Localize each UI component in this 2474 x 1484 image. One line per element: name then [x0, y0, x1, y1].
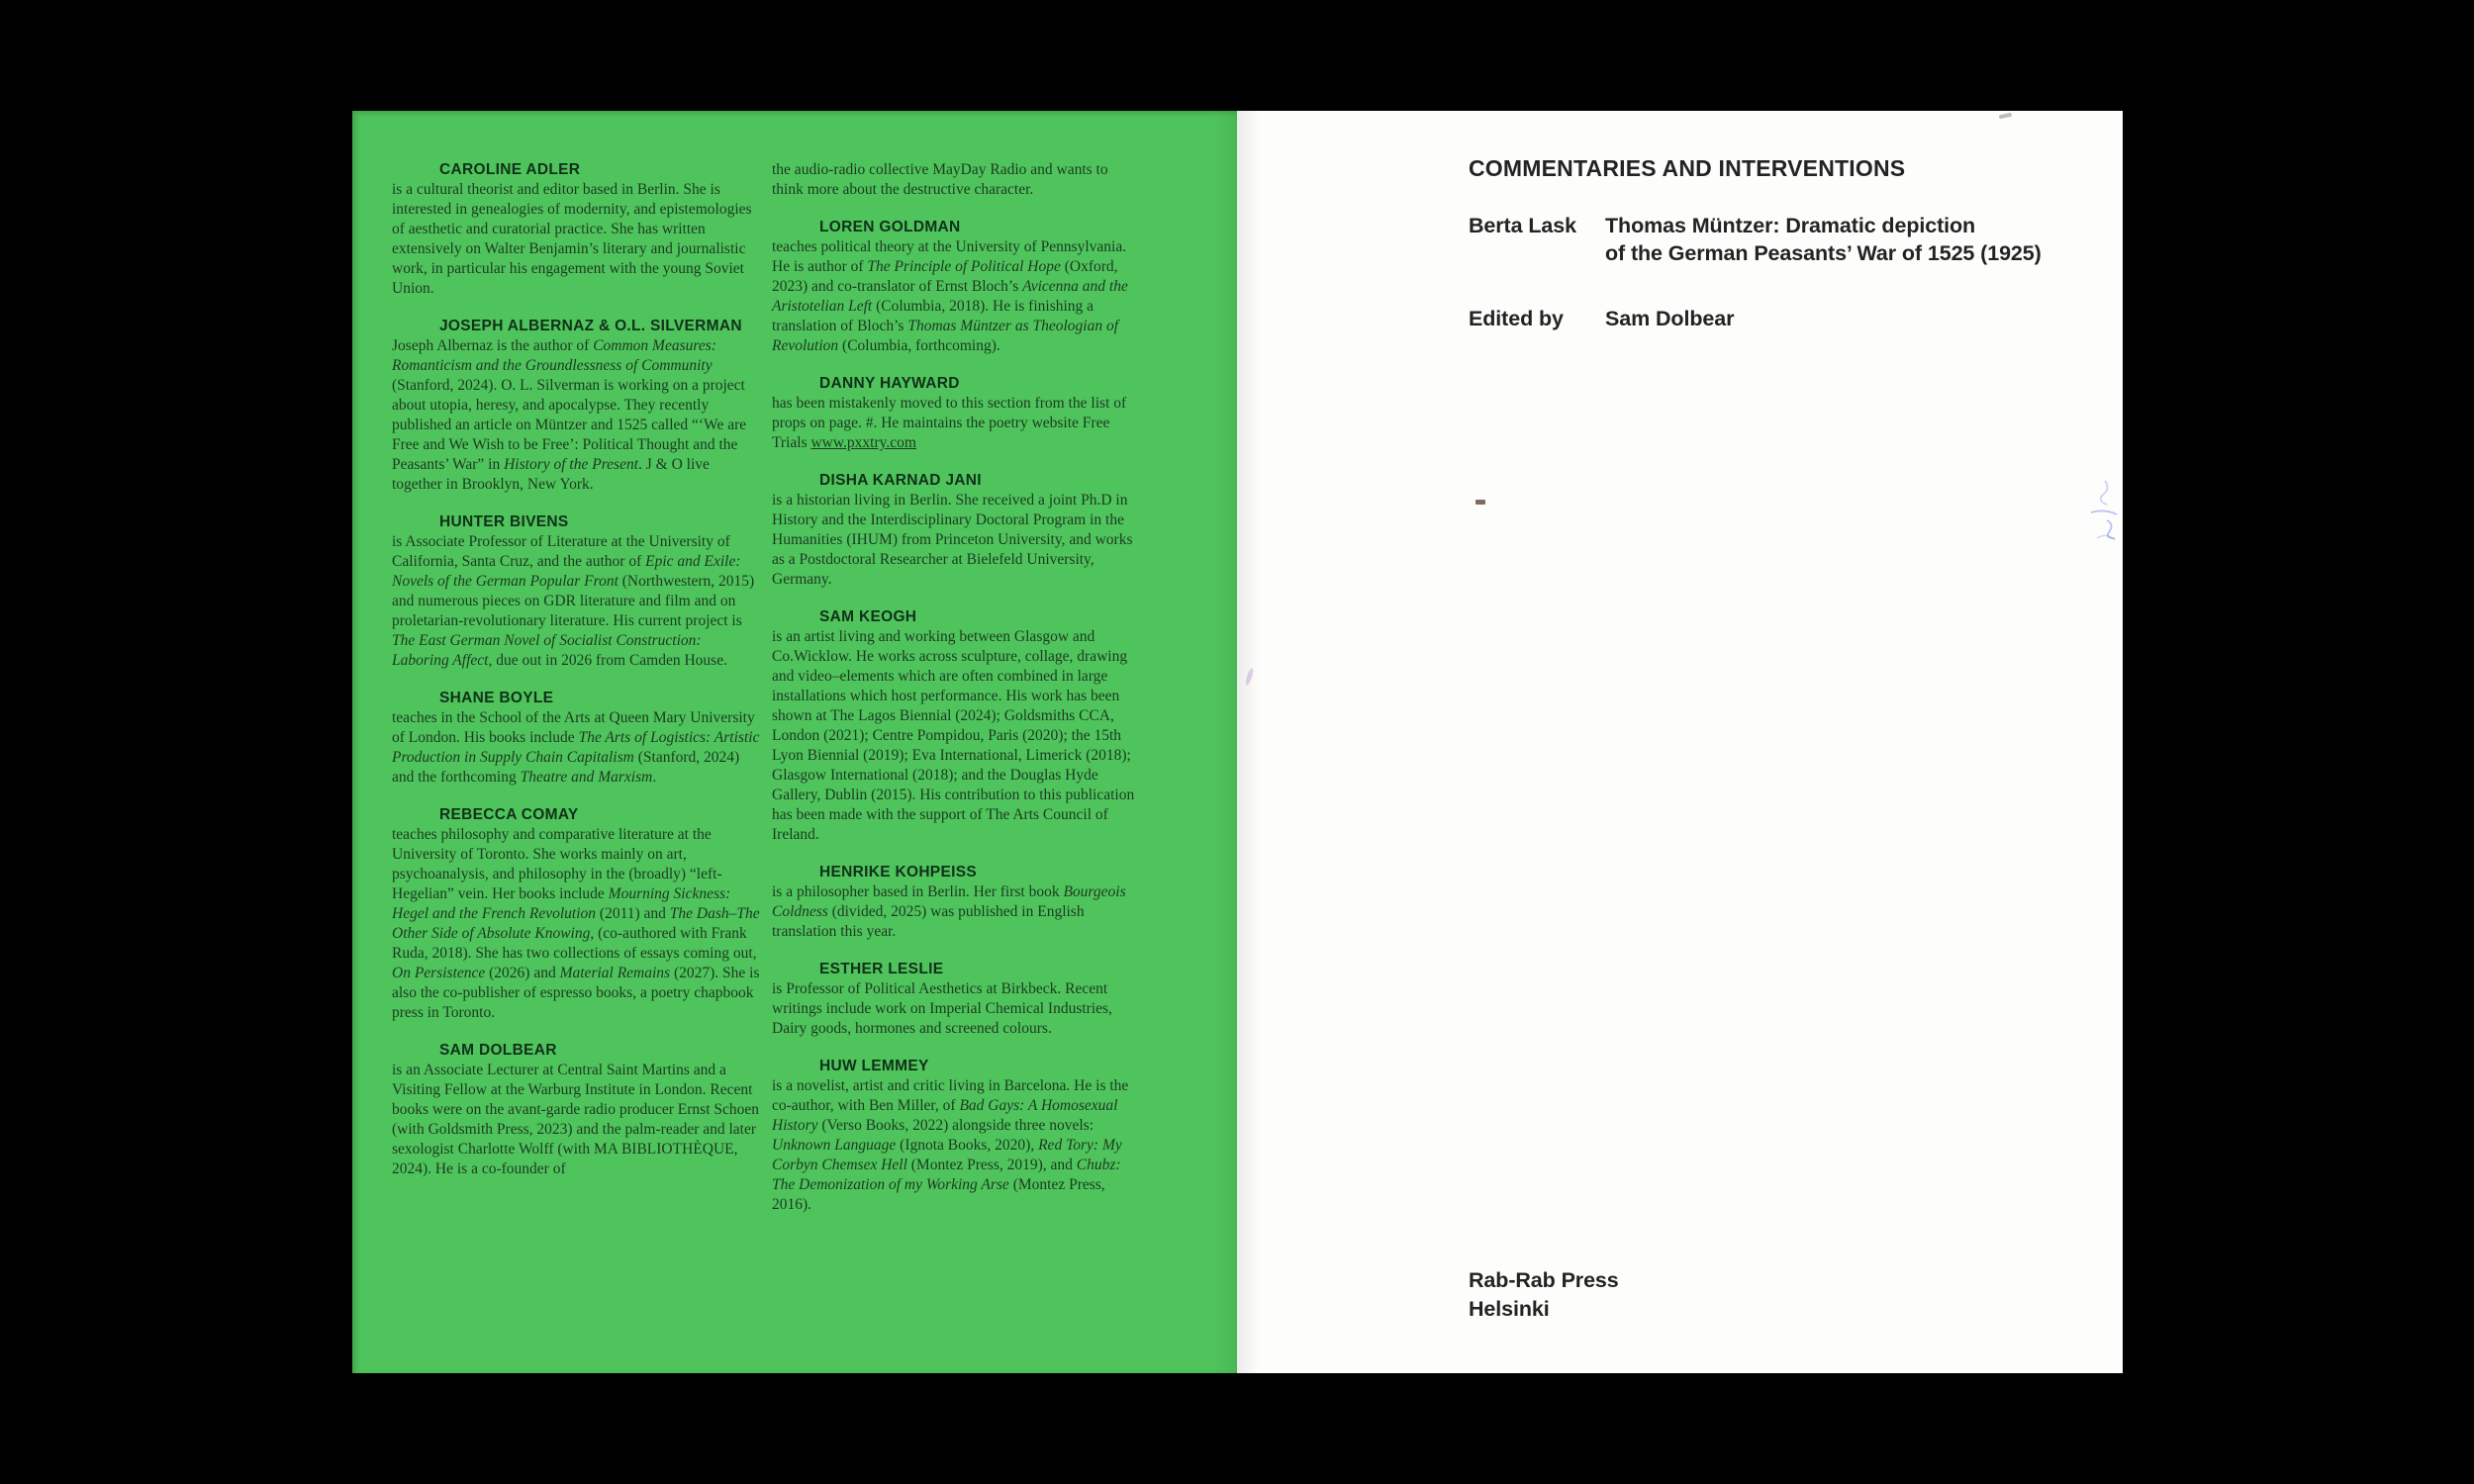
bio-section [392, 160, 762, 299]
bio-section [772, 471, 1142, 590]
bio-section [392, 1041, 762, 1179]
contributor-name-heading: HUW LEMMEY [819, 1058, 929, 1074]
contributor-name-heading: JOSEPH ALBERNAZ & O.L. SILVERMAN [439, 318, 742, 334]
bio-section [772, 374, 1142, 453]
contributor-bio-text: is a cultural theorist and editor based in Berlin. She is interested in genealogies of modernity, and epistemologies of aesthetic and curatorial practice. She has written extensively on Walter Benjamin’s literary and journalistic work, in particular his engagement with the young Soviet Union. [392, 181, 752, 297]
bio-section [772, 863, 1142, 942]
contributor-name-heading: HENRIKE KOHPEISS [819, 864, 977, 881]
contributor-bio-text: is Associate Professor of Literature at the University of California, Santa Cruz, and the author of Epic and Exile: Novels of the German Popular Front (Northwestern, 2015) and numerous pieces on GDR literature and film and on proletarian-revolutionary literature. His current project is The East German Novel of Socialist Construction: Laboring Affect, due out in 2026 from Camden House. [392, 533, 755, 669]
credit-value: Thomas Müntzer: Dramatic depiction of the German Peasants’ War of 1525 (1925) [1605, 214, 2042, 265]
contributor-name-heading: REBECCA COMAY [439, 806, 579, 823]
contributor-bio-text: teaches in the School of the Arts at Queen Mary University of London. His books include The Arts of Logistics: Artistic Production in Supply Chain Capitalism (Stanford, 2024) and the forthcoming Theatre and Marxism. [392, 709, 760, 786]
print-artifact [1475, 500, 1485, 505]
credit-row [1469, 212, 2102, 267]
credit-value: Sam Dolbear [1605, 307, 1735, 330]
contributors-page [352, 111, 1237, 1373]
bio-section [772, 1057, 1142, 1215]
bio-section [772, 607, 1142, 845]
contributor-bio-text: is a novelist, artist and critic living in Barcelona. He is the co-author, with Ben Miller, of Bad Gays: A Homosexual History (Verso Books, 2022) alongside three novels: Unknown Language (Ignota Books, 2020), Red Tory: My Corbyn Chemsex Hell (Montez Press, 2019), and Chubz: The Demonization of my Working Arse (Montez Press, 2016). [772, 1077, 1129, 1213]
contributor-bio-text: the audio-radio collective MayDay Radio and wants to think more about the destructive character. [772, 161, 1108, 198]
bio-section [392, 805, 762, 1023]
gutter-shadow [1237, 111, 1259, 1373]
contributor-bio-text: has been mistakenly moved to this section from the list of props on page. #. He maintains the poetry website Free Trials www.pxxtry.com [772, 395, 1127, 451]
page-title: COMMENTARIES AND INTERVENTIONS [1469, 155, 1906, 181]
credit-label: Berta Lask [1469, 214, 1576, 237]
contributor-bio-text: is an artist living and working between Glasgow and Co.Wicklow. He works across sculpture, collage, drawing and video–elements which are often combined in large installations which host performance. His work has been shown at The Lagos Biennial (2024); Goldsmiths CCA, London (2021); Centre Pompidou, Paris (2020); the 15th Lyon Biennial (2019); Eva International, Limerick (2018); Glasgow International (2018); and the Douglas Hyde Gallery, Dublin (2015). His contribution to this publication has been made with the support of The Arts Council of Ireland. [772, 628, 1135, 843]
publisher-name: Rab-Rab Press [1469, 1268, 1619, 1292]
contributor-name-heading: SAM KEOGH [819, 608, 917, 625]
contributor-name-heading: DANNY HAYWARD [819, 375, 960, 392]
bio-section [772, 160, 1142, 200]
bio-column-right [772, 160, 1142, 1215]
bio-section [392, 512, 762, 671]
contributor-name-heading: SHANE BOYLE [439, 690, 554, 706]
credit-row [1469, 305, 2102, 332]
url-link[interactable]: www.pxxtry.com [810, 434, 916, 451]
contributor-name-heading: DISHA KARNAD JANI [819, 472, 982, 489]
contributor-name-heading: ESTHER LESLIE [819, 961, 944, 977]
contributor-bio-text: Joseph Albernaz is the author of Common Measures: Romanticism and the Groundlessness of Community (Stanford, 2024). O. L. Silverman is working on a project about utopia, heresy, and apocalypse. They recently published an article on Müntzer and 1525 called “‘We are Free and We Wish to be Free’: Political Thought and the Peasants’ War” in History of the Present. J & O live together in Brooklyn, New York. [392, 337, 747, 493]
print-artifact [1999, 113, 2013, 120]
contributor-bio-text: teaches philosophy and comparative literature at the University of Toronto. She works mainly on art, psychoanalysis, and philosophy in the (broadly) “left-Hegelian” vein. Her books include Mourning Sickness: Hegel and the French Revolution (2011) and The Dash–The Other Side of Absolute Knowing, (co-authored with Frank Ruda, 2018). She has two collections of essays coming out, On Persistence (2026) and Material Remains (2027). She is also the co-publisher of espresso books, a poetry chapbook press in Toronto. [392, 826, 760, 1021]
credit-label: Edited by [1469, 307, 1564, 330]
contributor-bio-text: is a philosopher based in Berlin. Her first book Bourgeois Coldness (divided, 2025) was published in English translation this year. [772, 883, 1126, 940]
contributor-name-heading: CAROLINE ADLER [439, 161, 581, 178]
contributor-bio-text: is an Associate Lecturer at Central Saint Martins and a Visiting Fellow at the Warburg Institute in London. Recent books were on the avant-garde radio producer Ernst Schoen (with Goldsmith Press, 2023) and the palm-reader and later sexologist Charlotte Wolff (with MA BIBLIOTHÈQUE, 2024). He is a co-founder of [392, 1062, 760, 1177]
contributor-name-heading: SAM DOLBEAR [439, 1042, 557, 1059]
pen-mark [2083, 477, 2123, 556]
contributor-name-heading: LOREN GOLDMAN [819, 219, 961, 235]
credits-block [1469, 212, 2102, 370]
page-fold-shadow [1211, 111, 1237, 1373]
bio-section [392, 317, 762, 495]
bio-section [772, 960, 1142, 1039]
bio-column-left [392, 160, 762, 1179]
contributor-bio-text: is Professor of Political Aesthetics at Birkbeck. Recent writings include work on Imperial Chemical Industries, Dairy goods, hormones and screened colours. [772, 980, 1112, 1037]
contributor-bio-text: is a historian living in Berlin. She received a joint Ph.D in History and the Interdisciplinary Doctoral Program in the Humanities (IHUM) from Princeton University, and works as a Postdoctoral Researcher at Bielefeld University, Germany. [772, 492, 1133, 588]
contributor-name-heading: HUNTER BIVENS [439, 513, 569, 530]
contributor-bio-text: teaches political theory at the University of Pennsylvania. He is author of The Principle of Political Hope (Oxford, 2023) and co-translator of Ernst Bloch’s Avicenna and the Aristotelian Left (Columbia, 2018). He is finishing a translation of Bloch’s Thomas Müntzer as Theologian of Revolution (Columbia, forthcoming). [772, 238, 1128, 354]
bio-section [392, 689, 762, 788]
publisher-block [1469, 1266, 1619, 1324]
publisher-city: Helsinki [1469, 1297, 1550, 1321]
title-page [1237, 111, 2123, 1373]
bio-section [772, 218, 1142, 356]
